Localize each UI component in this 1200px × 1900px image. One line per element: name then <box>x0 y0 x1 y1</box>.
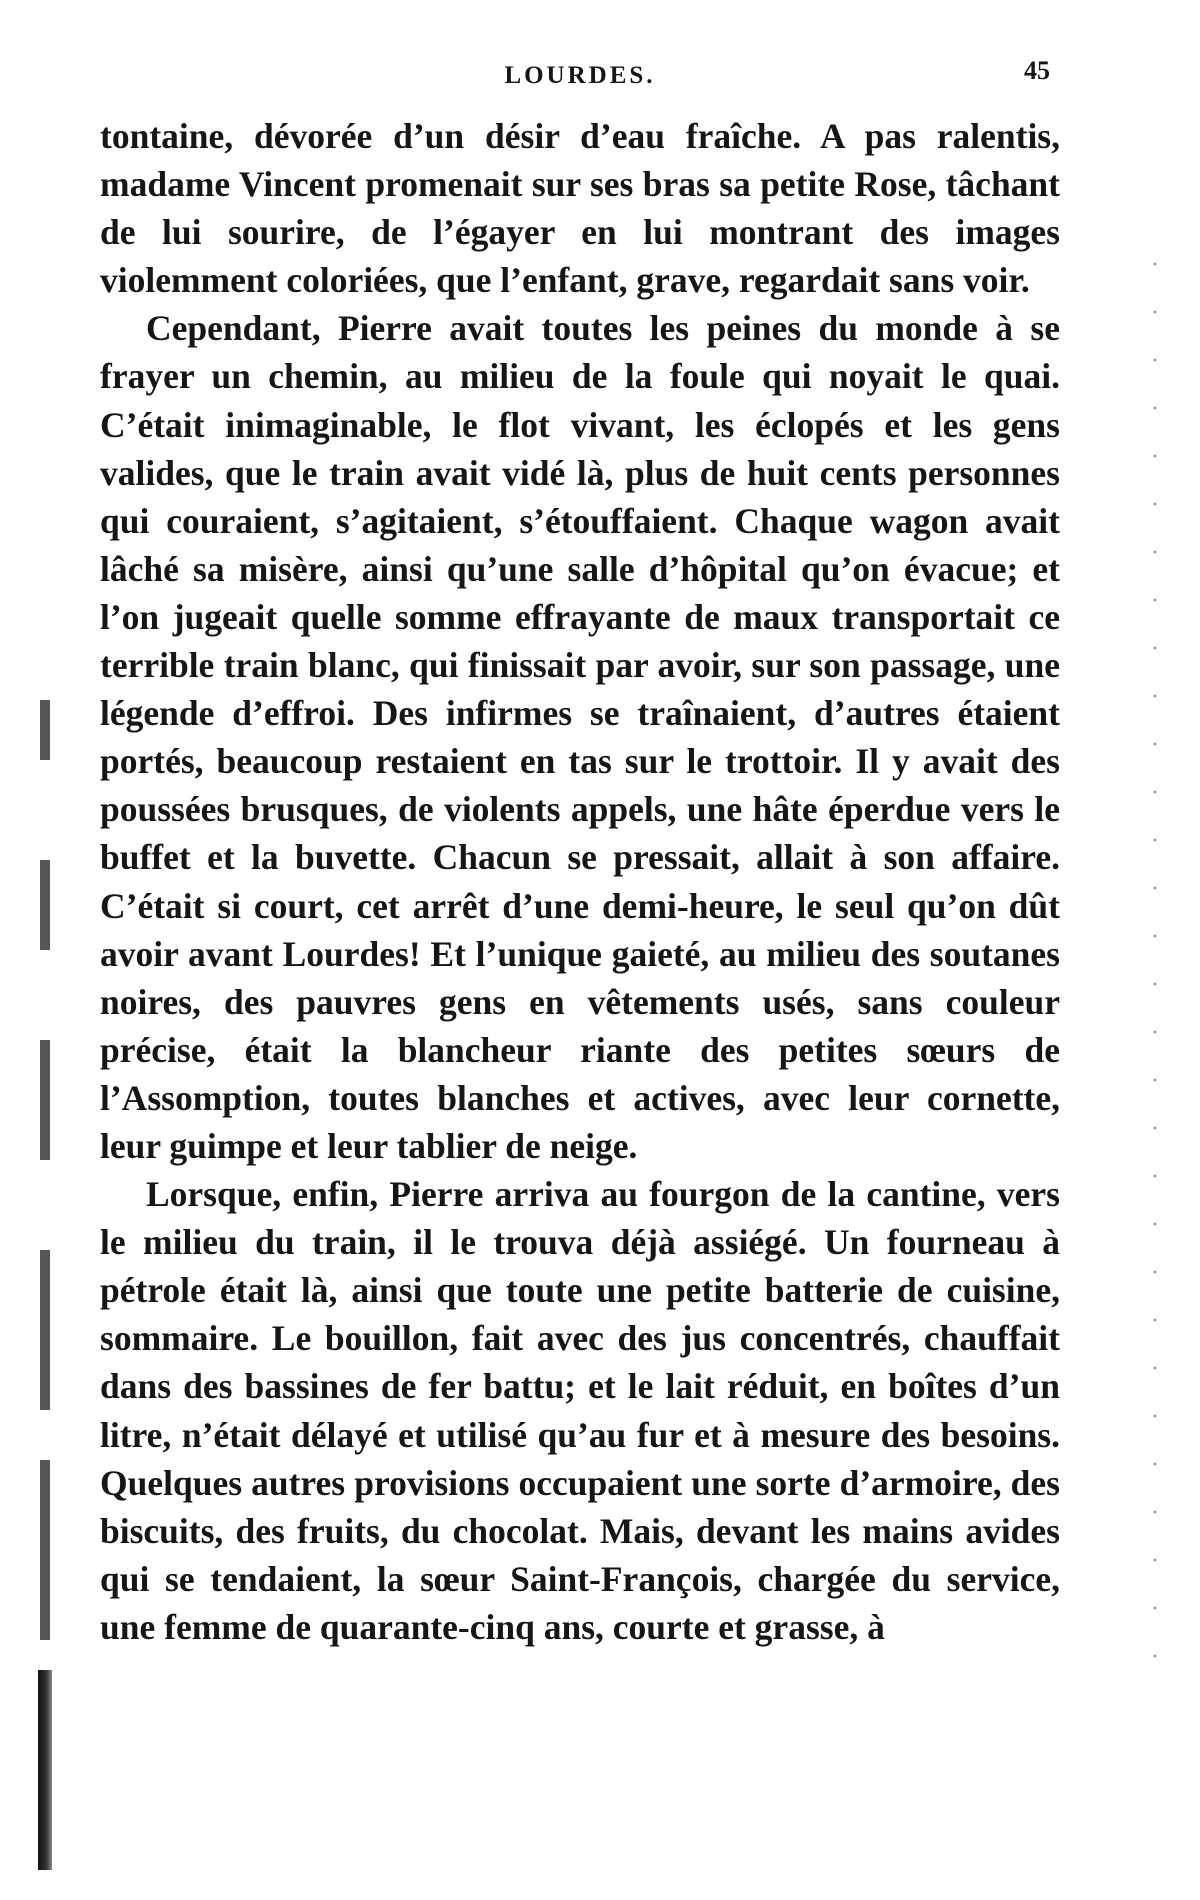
binding-mark <box>40 1040 50 1160</box>
body-text <box>100 112 1060 1651</box>
binding-shadow <box>38 1670 52 1870</box>
page-edge-specks <box>1150 240 1160 1700</box>
paragraph-pierre-quai: Cependant, Pierre avait toutes les peines du monde à se frayer un chemin, au milieu de la foule qui noyait le quai. C’était inimaginable, le flot vivant, les éclopés et les gens valides, que le train avait vidé là, plus de huit cents personnes qui couraient, s’agitaient, s’étouffaient. Chaque wagon avait lâché sa misère, ainsi qu’une salle d’hôpital qu’on évacue; et l’on jugeait quelle somme effrayante de maux transportait ce terrible train blanc, qui finissait par avoir, sur son passage, une légende d’effroi. Des infirmes se traînaient, d’autres étaient portés, beaucoup restaient en tas sur le trottoir. Il y avait des poussées brusques, de violents appels, une hâte éperdue vers le buffet et la buvette. Chacun se pressait, allait à son affaire. C’était si court, cet arrêt d’une demi-heure, le seul qu’on dût avoir avant Lourdes! Et l’unique gaieté, au milieu des soutanes noires, des pauvres gens en vêtements usés, sans couleur précise, était la blancheur riante des petites sœurs de l’Assomption, toutes blanches et actives, avec leur cornette, leur guimpe et leur tablier de neige. <box>100 308 1060 1166</box>
running-head <box>100 52 1060 102</box>
binding-mark <box>40 1250 50 1410</box>
binding-mark <box>40 1460 50 1640</box>
binding-mark <box>40 700 50 760</box>
paragraph-continuation: tontaine, dévorée d’un désir d’eau fraîche. A pas ralentis, madame Vincent promenait sur ses bras sa petite Rose, tâchant de lui sourire, de l’égayer en lui montrant des images violemment coloriées, que l’enfant, grave, regardait sans voir. <box>100 116 1060 301</box>
page-number: 45 <box>1024 56 1050 85</box>
running-title: LOURDES. <box>504 62 656 89</box>
binding-mark <box>40 860 50 950</box>
paragraph-cantine: Lorsque, enfin, Pierre arriva au fourgon de la cantine, vers le milieu du train, il le trouva déjà assiégé. Un fourneau à pétrole était là, ainsi que toute une petite batterie de cuisine, sommaire. Le bouillon, fait avec des jus concentrés, chauffait dans des bassines de fer battu; et le lait réduit, en boîtes d’un litre, n’était délayé et utilisé qu’au fur et à mesure des besoins. Quelques autres provisions occupaient une sorte d’armoire, des biscuits, des fruits, du chocolat. Mais, devant les mains avides qui se tendaient, la sœur Saint-François, chargée du service, une femme de quarante-cinq ans, courte et grasse, à <box>100 1174 1060 1647</box>
